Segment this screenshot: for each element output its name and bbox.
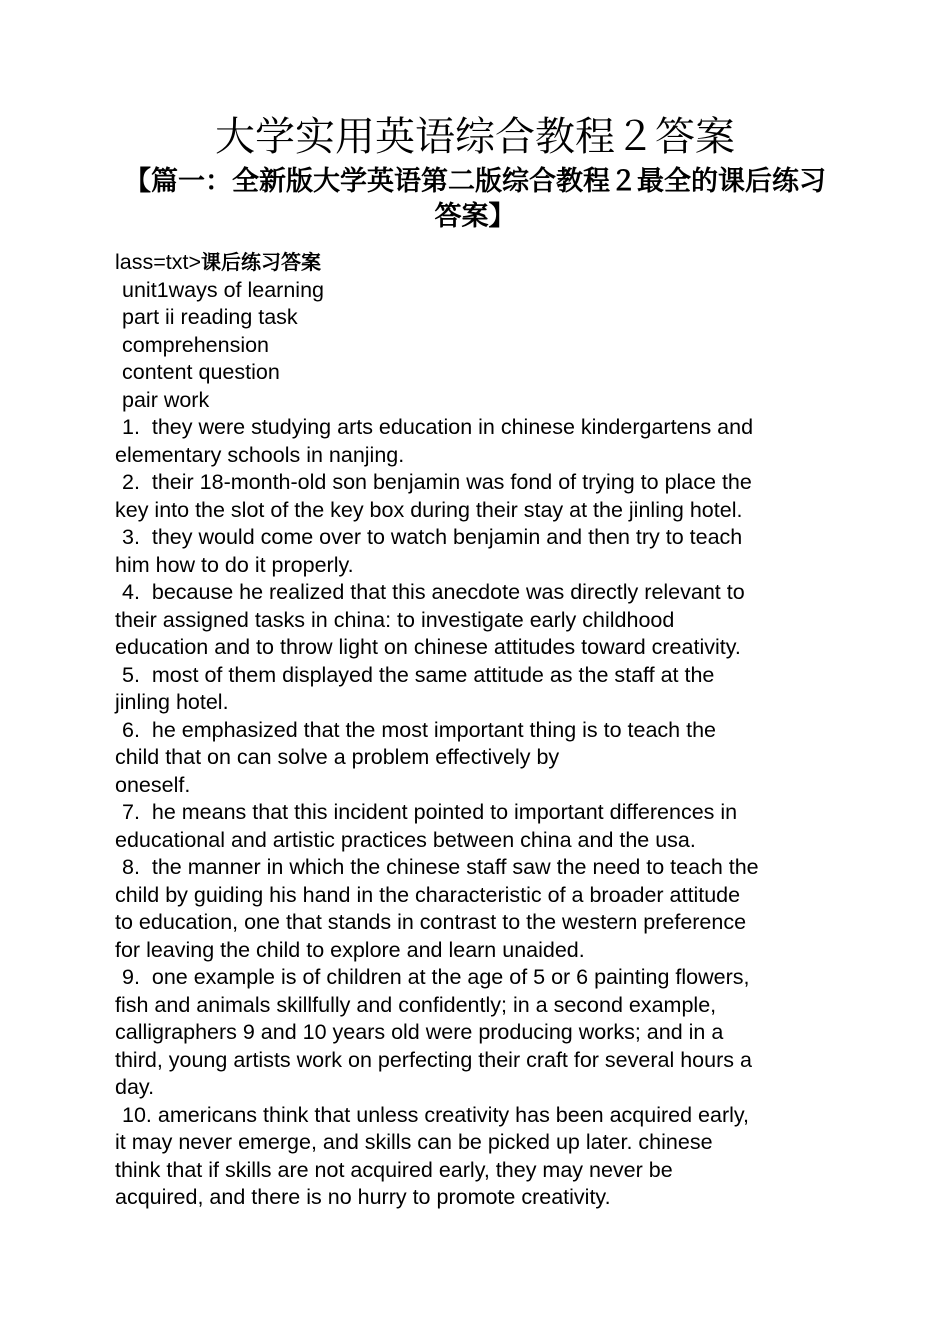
answer-item — [115, 1102, 840, 1212]
part-heading: part ii reading task — [122, 305, 298, 329]
answer-line: think that if skills are not acquired early, they may never be — [115, 1157, 673, 1182]
answer-line: child by guiding his hand in the characteristic of a broader attitude — [115, 882, 741, 907]
answer-line: elementary schools in nanjing. — [115, 442, 405, 467]
answer-item — [115, 524, 840, 579]
answer-line-first: 7. he means that this incident pointed to important differences in — [122, 800, 738, 824]
unit-heading: unit1ways of learning — [122, 277, 324, 302]
answer-line: acquired, and there is no hurry to promote creativity. — [115, 1185, 611, 1209]
page-title: 大学实用英语综合教程２答案 — [215, 114, 735, 160]
answer-line: oneself. — [115, 772, 191, 797]
answer-line: jinling hotel. — [115, 690, 229, 714]
content-question-heading: content question — [122, 360, 280, 384]
answer-line: their assigned tasks in china: to investigate early childhood — [115, 607, 675, 632]
answer-line: to education, one that stands in contrast to the western preference — [115, 910, 747, 934]
answer-list — [115, 414, 840, 1212]
answer-line: fish and animals skillfully and confidently; in a second example, — [115, 992, 717, 1017]
document-body — [115, 249, 840, 1212]
answer-line: him how to do it properly. — [115, 552, 354, 577]
comprehension-heading: comprehension — [122, 332, 270, 357]
answer-line-first: 3. they would come over to watch benjamin and then try to teach — [122, 525, 743, 549]
answer-item — [115, 717, 840, 800]
answer-line: child that on can solve a problem effectively by — [115, 745, 560, 769]
answer-line: it may never emerge, and skills can be picked up later. chinese — [115, 1130, 713, 1154]
answer-line: third, young artists work on perfecting their craft for several hours a — [115, 1047, 752, 1072]
answer-line: educational and artistic practices between china and the usa. — [115, 827, 696, 852]
answer-item — [115, 414, 840, 469]
answer-item — [115, 964, 840, 1102]
answer-line: calligraphers 9 and 10 years old were producing works; and in a — [115, 1020, 724, 1044]
pair-work-heading: pair work — [122, 387, 210, 412]
answer-line-first: 1. they were studying arts education in chinese kindergartens and — [122, 415, 754, 439]
answer-line-first: 2. their 18-month-old son benjamin was fond of trying to place the — [122, 470, 752, 494]
answer-item — [115, 662, 840, 717]
answer-line: for leaving the child to explore and learn unaided. — [115, 937, 585, 962]
answer-item — [115, 579, 840, 662]
answer-line: education and to throw light on chinese attitudes toward creativity. — [115, 635, 741, 659]
answer-line-first: 10. americans think that unless creativity has been acquired early, — [122, 1102, 750, 1127]
answer-item — [115, 799, 840, 854]
answer-line-first: 8. the manner in which the chinese staff saw the need to teach the — [122, 855, 759, 879]
answer-line: key into the slot of the key box during their stay at the jinling hotel. — [115, 497, 743, 522]
answer-item — [115, 469, 840, 524]
answer-line-first: 9. one example is of children at the age of 5 or 6 painting flowers, — [122, 965, 750, 989]
answer-line-first: 5. most of them displayed the same attitude as the staff at the — [122, 662, 715, 687]
answer-line-first: 6. he emphasized that the most important thing is to teach the — [122, 717, 716, 742]
section-header-line — [115, 249, 840, 277]
answer-line-first: 4. because he realized that this anecdote was directly relevant to — [122, 580, 745, 604]
answer-item — [115, 854, 840, 964]
page-subtitle: 【篇一：全新版大学英语第二版综合教程２最全的课后练习答案】 — [124, 166, 826, 232]
header-prefix: lass=txt> — [115, 250, 202, 274]
answer-line: day. — [115, 1075, 155, 1099]
header-bold-label: 课后练习答案 — [201, 250, 322, 274]
